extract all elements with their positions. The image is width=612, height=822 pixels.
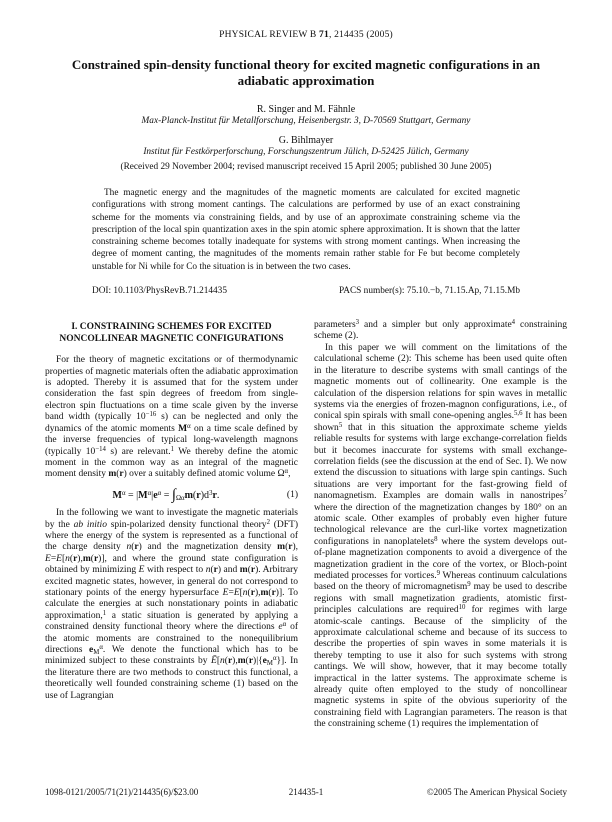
right-column [314, 320, 567, 731]
equation-number: (1) [286, 489, 298, 500]
pacs: PACS number(s): 75.10.−b, 71.15.Ap, 71.15.Mb [338, 286, 520, 297]
left-column [45, 320, 298, 731]
footer-copyright-code: 1098-0121/2005/71(21)/214435(6)/$23.00 [45, 787, 199, 797]
received-line: (Received 29 November 2004; revised manuscript received 15 April 2005; published 30 June 2005) [120, 162, 492, 172]
two-column-body [45, 320, 567, 731]
paragraph: parameters$^3$ and a simpler but only approximate$^4$ constraining scheme (2). [314, 318, 567, 342]
paragraph: For the theory of magnetic excitations or of thermodynamic properties of magnetic materials often the adiabatic approximation is adopted. Thereby it is assumed that for the system under consideration the fast spin degrees of freedom from single-electron spin fluctuations on a time scale given by the inverse band width (typically $10^{-16}$ s) can be neglected and only the dynamics of the atomic moments $M^\alpha$ on a time scale defined by the inverse frequencies of typical long-wavelength magnons (typically $10^{-14}$ s) are relevant.$^1$ We thereby define the atomic moment in the common way as an integral of the magnetic moment density m(r) over a suitably defined atomic volume $\Omega^\alpha$, [45, 355, 299, 480]
footer-publisher: ©2005 The American Physical Society [426, 787, 567, 797]
affiliation-1: Max-Planck-Institut für Metallforschung, Heisenbergstr. 3, D-70569 Stuttgart, Germany [141, 116, 471, 126]
equation [45, 481, 298, 508]
paragraph: In the following we want to investigate the magnetic materials by the ab initio spin-polarized density functional theory$^2$ (DFT) where the energy of the system is represented as a functional of the charge density n(r) and the magnetization density m(r), E=E[n(r),m(r)], and where the ground state configuration is obtained by minimizing E with respect to n(r) and m(r). Arbitrary excited magnetic states, however, in general do not correspond to stationary points of the energy hypersurface E=E[n(r),m(r)]. To calculate the energies at such nonstationary points in adiabatic approximation,$^1$ a static situation is generated by applying a constrained density functional theory where the directions $e^\alpha$ of the atomic moments are constrained to the nonequilibrium directions $e_M^\alpha$. We denote the functional which has to be minimized subject to these constraints by $Ē[n(r),m(r)|\{e_M^\alpha\}]$. In the literature there are two methods to construct this functional, a theoretically well founded constraining scheme (1) based on the use of Lagrangian [45, 508, 299, 701]
equation-formula: $M^\alpha = |M^\alpha|e^\alpha = \int_{\Omega\alpha}m(r)d^3r$. [112, 486, 220, 503]
paper-page [0, 30, 612, 731]
author-line-1: R. Singer and M. Fähnle [256, 104, 356, 115]
journal-header: PHYSICAL REVIEW B 71, 214435 (2005) [219, 30, 393, 40]
page-number: 214435-1 [288, 787, 324, 797]
doi: DOI: 10.1103/PhysRevB.71.214435 [92, 286, 227, 297]
paper-title: Constrained spin-density functional theory for excited magnetic configurations in an adiabatic approximation [71, 57, 541, 88]
abstract: The magnetic energy and the magnitudes of the magnetic moments are calculated for excited magnetic configurations with strong moment cantings. The calculations are performed by use of an exact constraining scheme for the moments via constraining fields, and by use of an approximate constraining scheme via the prescription of the local spin quantization axes in the spin atomic sphere approximation. It is shown that the latter constraining scheme becomes totally inadequate for systems with strong moment cantings. When increasing the degree of moment canting, the magnitudes of the moments remain rather stable for Fe but become completely unstable for Ni while for Co the situation is in between the two cases. [92, 188, 520, 272]
doi-pacs-row [92, 286, 520, 296]
paragraph: In this paper we will comment on the limitations of the calculational scheme (2): This scheme has been used quite often in the literature to describe systems with small cantings of the magnetic moments out of collinearity. One example is the calculation of the dispersion relations for spin waves in metallic systems via the energies of frozen-magnon configurations, i.e., of conical spin spirals with small cone-opening angles.$^{5,6}$ It has been shown$^5$ that in this situation the approximate scheme yields reliable results for systems with large exchange-correlation fields but it becomes inaccurate for systems with small exchange-correlation fields (see the discussion at the end of Sec. I). We now extend the discussion to situations with large spin cantings. Such situations are very important for the fast-growing field of nanomagnetism. Examples are domain walls in nanostripes$^7$ where the direction of the magnetization changes by 180° on an atomic scale. Other examples of probably even higher future technological relevance are the curl-like vortex magnetization configurations in nanoplatelets$^8$ where the system develops out-of-plane magnetization components to avoid a divergence of the magnetization gradient in the core of the vortex, or Bloch-point mediated processes for vortices.$^9$ Whereas continuum calculations based on the theory of micromagnetism$^9$ may be used to describe regions with small magnetization gradients, atomistic first-principles calculations are required$^{10}$ for regimes with large atomic-scale cantings. Because of the simplicity of the approximate calculational scheme and because of its success to describe the properties of spin waves in some materials it is thereby tempting to use it also for such systems with strong cantings. We will show, however, that it may become totally impractical in the latter systems. The approximate scheme is already quite often employed to the study of noncollinear magnetic systems in spite of the obvious superiority of the constraining field with Lagrangian parameters. The reason is that the constraining scheme (1) requires the implementation of [314, 342, 567, 730]
affiliation-2: Institut für Festkörperforschung, Forschungszentrum Jülich, D-52425 Jülich, Germany [143, 147, 469, 157]
author-line-2: G. Bihlmayer [278, 135, 334, 146]
section-heading: I. CONSTRAINING SCHEMES FOR EXCITED NONCOLLINEAR MAGNETIC CONFIGURATIONS [59, 322, 284, 344]
